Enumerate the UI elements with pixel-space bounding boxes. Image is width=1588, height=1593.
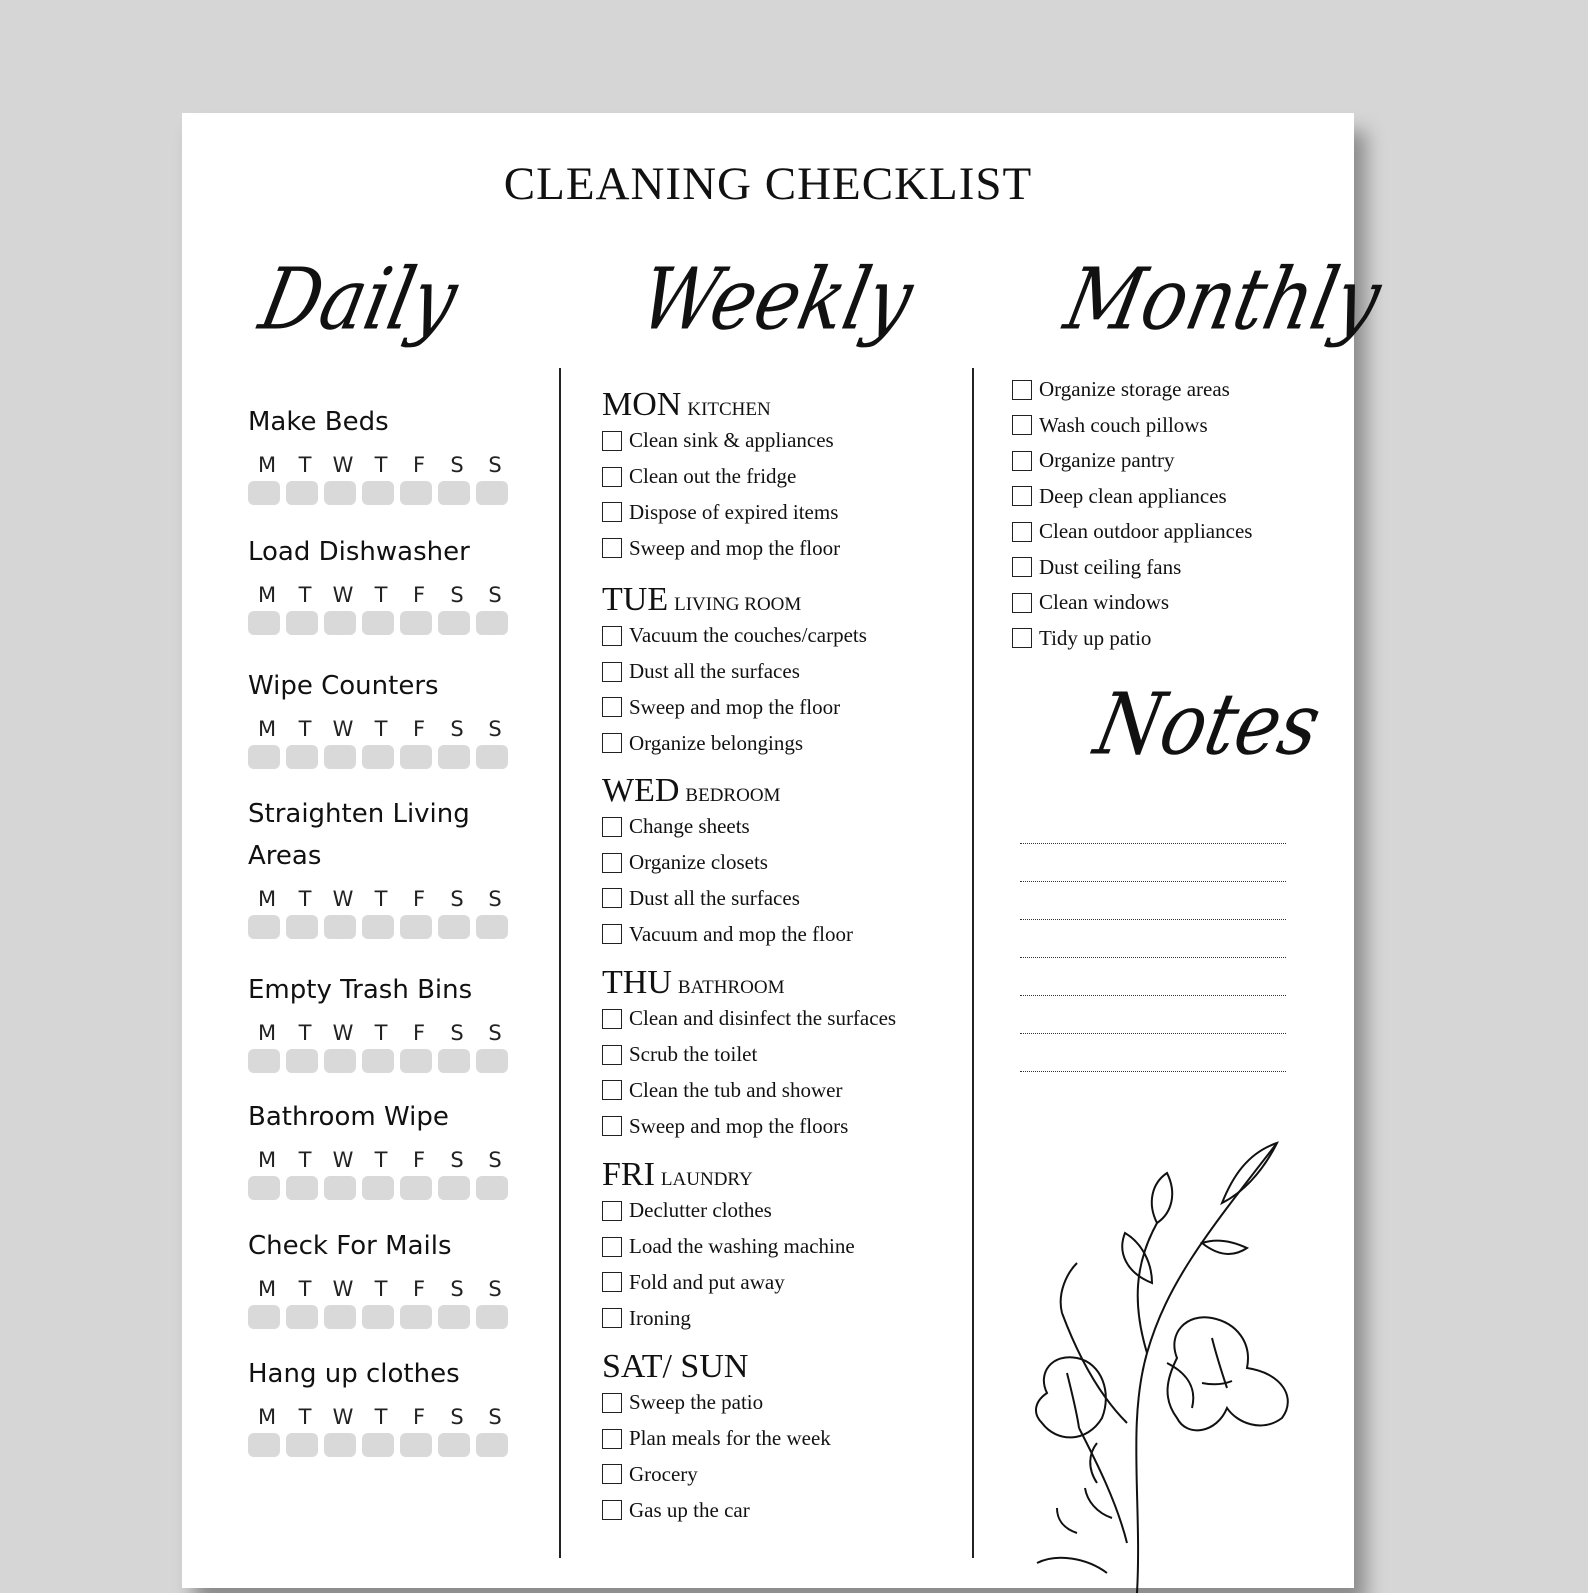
weekly-day-group <box>602 1349 982 1528</box>
tracker-boxes <box>248 1305 538 1329</box>
weekday-letter: S <box>450 1021 464 1045</box>
tracker-box[interactable] <box>324 1305 356 1329</box>
tracker-boxes <box>248 481 538 505</box>
weekly-task[interactable] <box>602 845 982 881</box>
daily-task-label: Load Dishwasher <box>248 537 470 567</box>
weekday-letter: S <box>488 887 502 911</box>
weekday-letters <box>248 1021 538 1045</box>
weekday-letter: S <box>450 1148 464 1172</box>
tracker-box[interactable] <box>438 1049 470 1073</box>
room-name: BATHROOM <box>677 977 785 998</box>
task-checkbox[interactable] <box>602 431 622 451</box>
tracker-box[interactable] <box>362 1176 394 1200</box>
task-checkbox[interactable] <box>1012 628 1032 648</box>
weekly-task[interactable] <box>602 690 982 726</box>
tracker-boxes <box>248 611 538 635</box>
weekday-letter: T <box>298 1021 312 1045</box>
weekly-task[interactable] <box>602 459 982 495</box>
weekday-name: SAT/ SUN <box>602 1348 749 1385</box>
weekday-letters <box>248 1405 538 1429</box>
daily-task-label: Wipe Counters <box>248 671 439 701</box>
task-label: Change sheets <box>629 814 750 839</box>
monthly-task[interactable] <box>1012 621 1332 657</box>
weekly-task[interactable] <box>602 654 982 690</box>
weekly-task[interactable] <box>602 1265 982 1301</box>
tracker-box[interactable] <box>362 915 394 939</box>
weekday-letter: T <box>298 1405 312 1429</box>
weekday-letters <box>248 1277 538 1301</box>
task-label: Sweep and mop the floor <box>629 694 841 719</box>
weekly-day-group <box>602 1157 982 1336</box>
task-label: Grocery <box>629 1461 698 1486</box>
weekday-letter: M <box>257 1405 277 1429</box>
task-label: Clean and disinfect the surfaces <box>629 1006 897 1031</box>
daily-task <box>248 1225 538 1329</box>
task-label: Dust all the surfaces <box>629 659 800 684</box>
weekly-day-heading <box>602 1349 982 1385</box>
weekly-day-heading <box>602 965 982 1001</box>
weekly-task[interactable] <box>602 495 982 531</box>
weekday-letter: T <box>374 717 388 741</box>
tracker-boxes <box>248 745 538 769</box>
task-checkbox[interactable] <box>602 1308 622 1328</box>
weekday-letter: W <box>332 1148 354 1172</box>
weekly-task[interactable] <box>602 1385 982 1421</box>
weekly-task[interactable] <box>602 809 982 845</box>
notes-lines[interactable] <box>1020 806 1286 1072</box>
tracker-box[interactable] <box>324 1049 356 1073</box>
tracker-box[interactable] <box>248 611 280 635</box>
daily-task-label: Empty Trash Bins <box>248 975 473 1005</box>
daily-task-label: Hang up clothes <box>248 1359 460 1389</box>
task-label: Dust all the surfaces <box>629 885 800 910</box>
task-checkbox[interactable] <box>602 853 622 873</box>
tracker-box[interactable] <box>400 1433 432 1457</box>
daily-task-label: Straighten Living Areas <box>248 799 470 871</box>
task-checkbox[interactable] <box>602 1045 622 1065</box>
tracker-boxes <box>248 1049 538 1073</box>
room-name: LIVING ROOM <box>674 594 802 615</box>
tracker-box[interactable] <box>248 1176 280 1200</box>
tracker-box[interactable] <box>400 1305 432 1329</box>
weekly-day-heading <box>602 1157 982 1193</box>
weekday-letter: F <box>412 583 426 607</box>
tracker-box[interactable] <box>324 915 356 939</box>
weekday-letter: T <box>298 717 312 741</box>
tracker-box[interactable] <box>362 745 394 769</box>
notes-heading: Notes <box>1087 675 1329 774</box>
weekday-letter: F <box>412 1405 426 1429</box>
weekday-letter: S <box>488 1021 502 1045</box>
weekday-name: TUE <box>602 581 669 618</box>
weekday-letter: W <box>332 1405 354 1429</box>
weekday-letter: T <box>374 1405 388 1429</box>
weekly-task[interactable] <box>602 1300 982 1336</box>
weekly-task[interactable] <box>602 1229 982 1265</box>
tracker-box[interactable] <box>248 915 280 939</box>
tracker-box[interactable] <box>286 1049 318 1073</box>
task-label: Vacuum and mop the floor <box>629 921 853 946</box>
task-label: Wash couch pillows <box>1039 412 1208 437</box>
tracker-box[interactable] <box>286 1305 318 1329</box>
tracker-box[interactable] <box>400 1176 432 1200</box>
tracker-box[interactable] <box>438 611 470 635</box>
monthly-heading: Monthly <box>1057 250 1389 349</box>
task-checkbox[interactable] <box>602 817 622 837</box>
weekday-letter: S <box>488 717 502 741</box>
note-line[interactable] <box>1020 920 1286 958</box>
monthly-task[interactable] <box>1012 479 1332 515</box>
weekday-letters <box>248 583 538 607</box>
tracker-box[interactable] <box>286 915 318 939</box>
task-label: Load the washing machine <box>629 1234 855 1259</box>
weekday-letter: W <box>332 1021 354 1045</box>
weekday-letter: S <box>488 1405 502 1429</box>
weekday-name: WED <box>602 772 680 809</box>
room-name: BEDROOM <box>685 785 781 806</box>
task-checkbox[interactable] <box>602 1393 622 1413</box>
daily-task <box>248 1096 538 1200</box>
floral-illustration <box>1017 1123 1317 1593</box>
weekday-letter: S <box>488 453 502 477</box>
tracker-boxes <box>248 1433 538 1457</box>
task-label: Ironing <box>629 1305 691 1330</box>
weekday-letter: T <box>374 887 388 911</box>
weekday-letter: M <box>257 453 277 477</box>
checklist-sheet <box>182 113 1389 1588</box>
tracker-box[interactable] <box>362 1049 394 1073</box>
task-label: Organize belongings <box>629 730 803 755</box>
task-checkbox[interactable] <box>1012 451 1032 471</box>
weekly-task[interactable] <box>602 423 982 459</box>
tracker-box[interactable] <box>286 481 318 505</box>
tracker-box[interactable] <box>476 1433 508 1457</box>
weekday-letter: T <box>374 1021 388 1045</box>
weekday-letter: W <box>332 887 354 911</box>
weekly-day-heading <box>602 582 982 618</box>
tracker-boxes <box>248 1176 538 1200</box>
weekday-letter: T <box>298 453 312 477</box>
task-label: Tidy up patio <box>1039 625 1152 650</box>
task-checkbox[interactable] <box>602 662 622 682</box>
weekday-letter: S <box>488 1148 502 1172</box>
weekday-letter: T <box>298 1148 312 1172</box>
weekday-letters <box>248 717 538 741</box>
tracker-box[interactable] <box>438 915 470 939</box>
task-label: Clean sink & appliances <box>629 428 834 453</box>
monthly-column <box>1012 372 1332 656</box>
task-label: Scrub the toilet <box>629 1042 758 1067</box>
weekly-day-group <box>602 387 982 566</box>
monthly-task[interactable] <box>1012 585 1332 621</box>
tracker-box[interactable] <box>286 611 318 635</box>
task-checkbox[interactable] <box>1012 557 1032 577</box>
task-label: Deep clean appliances <box>1039 483 1227 508</box>
weekday-letter: W <box>332 1277 354 1301</box>
weekday-name: FRI <box>602 1156 655 1193</box>
daily-task-label: Bathroom Wipe <box>248 1102 449 1132</box>
weekday-letter: T <box>374 1148 388 1172</box>
weekday-letters <box>248 1148 538 1172</box>
room-name: LAUNDRY <box>660 1169 753 1190</box>
monthly-task[interactable] <box>1012 372 1332 408</box>
tracker-box[interactable] <box>476 1176 508 1200</box>
tracker-box[interactable] <box>476 1049 508 1073</box>
task-checkbox[interactable] <box>602 1500 622 1520</box>
weekday-letters <box>248 887 538 911</box>
task-label: Sweep and mop the floors <box>629 1113 849 1138</box>
daily-task <box>248 793 538 939</box>
tracker-box[interactable] <box>324 1176 356 1200</box>
tracker-box[interactable] <box>362 1433 394 1457</box>
weekday-letter: S <box>450 717 464 741</box>
task-checkbox[interactable] <box>1012 486 1032 506</box>
daily-heading: Daily <box>252 250 466 349</box>
task-label: Organize closets <box>629 850 768 875</box>
task-checkbox[interactable] <box>602 1237 622 1257</box>
tracker-box[interactable] <box>286 745 318 769</box>
tracker-box[interactable] <box>286 1433 318 1457</box>
tracker-box[interactable] <box>438 481 470 505</box>
task-checkbox[interactable] <box>602 1464 622 1484</box>
weekday-letter: T <box>374 1277 388 1301</box>
weekday-letter: W <box>332 453 354 477</box>
task-checkbox[interactable] <box>602 626 622 646</box>
tracker-box[interactable] <box>400 1049 432 1073</box>
weekday-letter: W <box>332 717 354 741</box>
room-name: KITCHEN <box>687 399 771 420</box>
tracker-box[interactable] <box>438 1305 470 1329</box>
weekday-letter: M <box>257 1277 277 1301</box>
weekly-task[interactable] <box>602 916 982 952</box>
tracker-box[interactable] <box>248 1433 280 1457</box>
task-checkbox[interactable] <box>602 1080 622 1100</box>
note-line[interactable] <box>1020 882 1286 920</box>
daily-task <box>248 531 538 635</box>
task-label: Clean outdoor appliances <box>1039 519 1253 544</box>
weekday-letter: S <box>488 1277 502 1301</box>
tracker-box[interactable] <box>248 481 280 505</box>
daily-task-label: Make Beds <box>248 407 389 437</box>
tracker-box[interactable] <box>400 915 432 939</box>
tracker-box[interactable] <box>362 611 394 635</box>
tracker-box[interactable] <box>248 745 280 769</box>
tracker-box[interactable] <box>286 1176 318 1200</box>
tracker-box[interactable] <box>476 915 508 939</box>
monthly-task[interactable] <box>1012 514 1332 550</box>
weekly-task[interactable] <box>602 1001 982 1037</box>
note-line[interactable] <box>1020 844 1286 882</box>
weekday-letter: T <box>374 453 388 477</box>
note-line[interactable] <box>1020 1034 1286 1072</box>
tracker-box[interactable] <box>400 481 432 505</box>
weekday-letter: S <box>488 583 502 607</box>
weekly-heading: Weekly <box>632 250 921 349</box>
tracker-box[interactable] <box>400 745 432 769</box>
task-label: Vacuum the couches/carpets <box>629 623 867 648</box>
page-title: CLEANING CHECKLIST <box>503 158 1033 210</box>
task-checkbox[interactable] <box>602 733 622 753</box>
tracker-box[interactable] <box>248 1049 280 1073</box>
weekly-day-heading <box>602 773 982 809</box>
tracker-box[interactable] <box>324 481 356 505</box>
tracker-box[interactable] <box>438 1176 470 1200</box>
weekday-letter: S <box>450 453 464 477</box>
tracker-box[interactable] <box>362 1305 394 1329</box>
weekday-letter: M <box>257 1021 277 1045</box>
task-label: Sweep the patio <box>629 1390 764 1415</box>
monthly-task[interactable] <box>1012 550 1332 586</box>
weekly-task[interactable] <box>602 618 982 654</box>
task-label: Declutter clothes <box>629 1198 772 1223</box>
tracker-box[interactable] <box>324 745 356 769</box>
weekday-letter: T <box>298 583 312 607</box>
tracker-box[interactable] <box>476 481 508 505</box>
weekly-task[interactable] <box>602 1457 982 1493</box>
task-label: Fold and put away <box>629 1269 785 1294</box>
weekday-name: MON <box>602 386 682 423</box>
task-label: Clean out the fridge <box>629 464 797 489</box>
weekday-letter: S <box>450 1405 464 1429</box>
note-line[interactable] <box>1020 806 1286 844</box>
weekday-letter: F <box>412 1021 426 1045</box>
daily-task <box>248 1353 538 1457</box>
task-label: Organize storage areas <box>1039 377 1230 402</box>
task-label: Dust ceiling fans <box>1039 554 1182 579</box>
weekday-letter: M <box>257 887 277 911</box>
task-label: Sweep and mop the floor <box>629 535 841 560</box>
task-checkbox[interactable] <box>1012 380 1032 400</box>
weekday-letter: T <box>298 1277 312 1301</box>
monthly-task[interactable] <box>1012 443 1332 479</box>
weekday-letter: T <box>374 583 388 607</box>
daily-task <box>248 969 538 1073</box>
task-checkbox[interactable] <box>602 888 622 908</box>
weekly-task[interactable] <box>602 1073 982 1109</box>
weekday-letters <box>248 453 538 477</box>
task-checkbox[interactable] <box>602 1009 622 1029</box>
column-divider-left <box>559 368 561 1558</box>
weekly-task[interactable] <box>602 530 982 566</box>
weekly-task[interactable] <box>602 1492 982 1528</box>
task-checkbox[interactable] <box>602 1201 622 1221</box>
task-checkbox[interactable] <box>1012 522 1032 542</box>
task-label: Clean windows <box>1039 590 1170 615</box>
tracker-box[interactable] <box>362 481 394 505</box>
weekday-letter: S <box>450 583 464 607</box>
tracker-box[interactable] <box>438 1433 470 1457</box>
task-checkbox[interactable] <box>602 1272 622 1292</box>
weekly-task[interactable] <box>602 1108 982 1144</box>
tracker-box[interactable] <box>476 745 508 769</box>
weekly-day-heading <box>602 387 982 423</box>
task-checkbox[interactable] <box>602 1116 622 1136</box>
note-line[interactable] <box>1020 958 1286 996</box>
task-checkbox[interactable] <box>1012 593 1032 613</box>
weekly-task[interactable] <box>602 1193 982 1229</box>
weekday-name: THU <box>602 964 672 1001</box>
weekday-letter: T <box>298 887 312 911</box>
tracker-box[interactable] <box>324 611 356 635</box>
tracker-box[interactable] <box>476 1305 508 1329</box>
weekday-letter: M <box>257 1148 277 1172</box>
task-checkbox[interactable] <box>602 502 622 522</box>
weekly-task[interactable] <box>602 1421 982 1457</box>
monthly-task[interactable] <box>1012 408 1332 444</box>
task-checkbox[interactable] <box>602 924 622 944</box>
tracker-box[interactable] <box>400 611 432 635</box>
weekly-day-group <box>602 773 982 952</box>
weekday-letter: F <box>412 453 426 477</box>
tracker-box[interactable] <box>248 1305 280 1329</box>
weekly-day-group <box>602 965 982 1144</box>
daily-task-label: Check For Mails <box>248 1231 452 1261</box>
weekday-letter: F <box>412 1277 426 1301</box>
note-line[interactable] <box>1020 996 1286 1034</box>
weekday-letter: M <box>257 583 277 607</box>
daily-task <box>248 665 538 769</box>
weekday-letter: F <box>412 1148 426 1172</box>
weekly-task[interactable] <box>602 881 982 917</box>
weekday-letter: F <box>412 717 426 741</box>
task-checkbox[interactable] <box>1012 415 1032 435</box>
task-checkbox[interactable] <box>602 538 622 558</box>
weekday-letter: M <box>257 717 277 741</box>
task-checkbox[interactable] <box>602 697 622 717</box>
weekly-day-group <box>602 582 982 761</box>
weekday-letter: S <box>450 887 464 911</box>
task-label: Gas up the car <box>629 1497 750 1522</box>
weekday-letter: S <box>450 1277 464 1301</box>
task-label: Dispose of expired items <box>629 499 839 524</box>
weekly-task[interactable] <box>602 725 982 761</box>
task-checkbox[interactable] <box>602 467 622 487</box>
weekly-task[interactable] <box>602 1037 982 1073</box>
daily-task <box>248 401 538 505</box>
tracker-box[interactable] <box>324 1433 356 1457</box>
task-label: Plan meals for the week <box>629 1426 831 1451</box>
task-checkbox[interactable] <box>602 1429 622 1449</box>
weekday-letter: F <box>412 887 426 911</box>
tracker-box[interactable] <box>438 745 470 769</box>
task-label: Clean the tub and shower <box>629 1077 843 1102</box>
weekday-letter: W <box>332 583 354 607</box>
tracker-box[interactable] <box>476 611 508 635</box>
tracker-boxes <box>248 915 538 939</box>
task-label: Organize pantry <box>1039 448 1175 473</box>
